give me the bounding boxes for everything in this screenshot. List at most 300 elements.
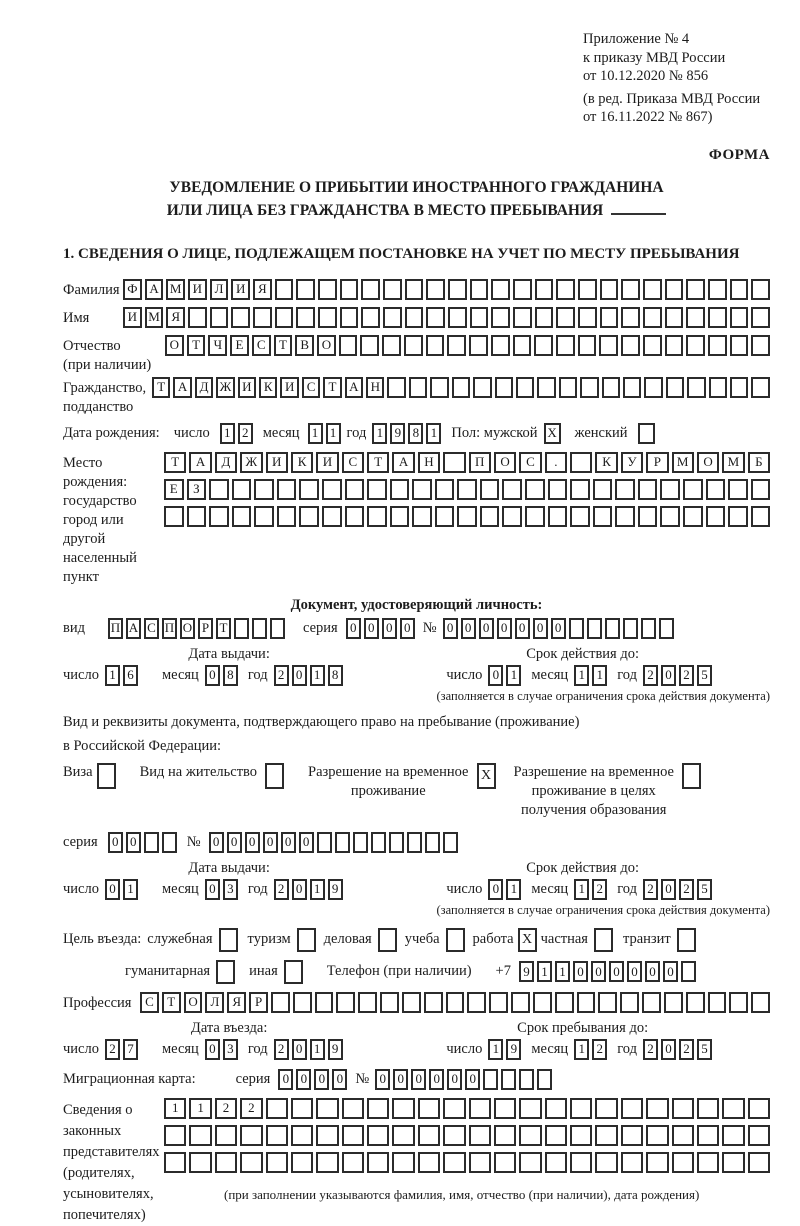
- char-cell[interactable]: 2: [643, 879, 658, 900]
- char-cell[interactable]: [491, 335, 510, 356]
- char-cell[interactable]: [340, 279, 359, 300]
- char-cell[interactable]: [615, 479, 635, 500]
- char-cell[interactable]: 1: [537, 961, 552, 982]
- char-cell[interactable]: 0: [609, 961, 624, 982]
- char-cell[interactable]: [318, 279, 337, 300]
- char-cell[interactable]: 0: [661, 1039, 676, 1060]
- char-cell[interactable]: 0: [447, 1069, 462, 1090]
- char-cell[interactable]: 3: [223, 879, 238, 900]
- char-cell[interactable]: 2: [679, 665, 694, 686]
- char-cell[interactable]: [390, 506, 410, 527]
- char-cell[interactable]: 0: [488, 879, 503, 900]
- char-cell[interactable]: [209, 506, 229, 527]
- char-cell[interactable]: [751, 479, 771, 500]
- char-cell[interactable]: [443, 1152, 465, 1173]
- char-cell[interactable]: 0: [382, 618, 397, 639]
- char-cell[interactable]: [469, 1125, 491, 1146]
- char-cell[interactable]: [252, 618, 267, 639]
- char-cell[interactable]: [189, 1152, 211, 1173]
- char-cell[interactable]: [387, 377, 405, 398]
- char-cell[interactable]: [578, 279, 597, 300]
- char-cell[interactable]: Р: [249, 992, 268, 1013]
- char-cell[interactable]: О: [180, 618, 195, 639]
- char-cell[interactable]: [480, 506, 500, 527]
- char-cell[interactable]: 0: [411, 1069, 426, 1090]
- char-cell[interactable]: [291, 1152, 313, 1173]
- char-cell[interactable]: 1: [506, 665, 521, 686]
- char-cell[interactable]: [519, 1069, 534, 1090]
- char-cell[interactable]: [443, 1125, 465, 1146]
- char-cell[interactable]: [389, 832, 404, 853]
- char-cell[interactable]: [709, 377, 727, 398]
- char-cell[interactable]: [751, 307, 770, 328]
- char-cell[interactable]: [525, 479, 545, 500]
- char-cell[interactable]: [555, 992, 574, 1013]
- char-cell[interactable]: [296, 279, 315, 300]
- char-cell[interactable]: 0: [429, 1069, 444, 1090]
- char-cell[interactable]: [686, 992, 705, 1013]
- char-cell[interactable]: Д: [195, 377, 213, 398]
- char-cell[interactable]: [643, 307, 662, 328]
- char-cell[interactable]: [317, 832, 332, 853]
- char-cell[interactable]: [638, 479, 658, 500]
- char-cell[interactable]: [730, 307, 749, 328]
- char-cell[interactable]: 1: [308, 423, 323, 444]
- char-cell[interactable]: [443, 452, 465, 473]
- char-cell[interactable]: [623, 377, 641, 398]
- char-cell[interactable]: [708, 307, 727, 328]
- char-cell[interactable]: [340, 307, 359, 328]
- char-cell[interactable]: [535, 279, 554, 300]
- char-cell[interactable]: [443, 832, 458, 853]
- char-cell[interactable]: [232, 479, 252, 500]
- char-cell[interactable]: [209, 479, 229, 500]
- char-cell[interactable]: [620, 992, 639, 1013]
- char-cell[interactable]: [535, 307, 554, 328]
- char-cell[interactable]: [383, 307, 402, 328]
- char-cell[interactable]: [275, 279, 294, 300]
- study-checkbox[interactable]: [446, 928, 465, 952]
- char-cell[interactable]: [322, 479, 342, 500]
- char-cell[interactable]: Л: [205, 992, 224, 1013]
- char-cell[interactable]: [367, 506, 387, 527]
- char-cell[interactable]: 2: [238, 423, 253, 444]
- char-cell[interactable]: [234, 618, 249, 639]
- char-cell[interactable]: К: [259, 377, 277, 398]
- char-cell[interactable]: [638, 506, 658, 527]
- char-cell[interactable]: [392, 1125, 414, 1146]
- char-cell[interactable]: [623, 618, 638, 639]
- char-cell[interactable]: [643, 335, 662, 356]
- char-cell[interactable]: С: [519, 452, 541, 473]
- char-cell[interactable]: 2: [274, 665, 289, 686]
- char-cell[interactable]: 8: [408, 423, 423, 444]
- char-cell[interactable]: [516, 377, 534, 398]
- char-cell[interactable]: 7: [123, 1039, 138, 1060]
- char-cell[interactable]: [697, 1125, 719, 1146]
- char-cell[interactable]: [491, 279, 510, 300]
- other-checkbox[interactable]: [284, 960, 303, 984]
- char-cell[interactable]: [367, 1152, 389, 1173]
- business-checkbox[interactable]: [378, 928, 397, 952]
- char-cell[interactable]: [681, 961, 696, 982]
- char-cell[interactable]: [728, 506, 748, 527]
- char-cell[interactable]: [315, 992, 334, 1013]
- char-cell[interactable]: 0: [375, 1069, 390, 1090]
- char-cell[interactable]: [335, 832, 350, 853]
- char-cell[interactable]: [697, 1152, 719, 1173]
- char-cell[interactable]: С: [302, 377, 320, 398]
- char-cell[interactable]: И: [231, 279, 250, 300]
- char-cell[interactable]: [316, 1125, 338, 1146]
- char-cell[interactable]: [443, 1098, 465, 1119]
- char-cell[interactable]: 0: [209, 832, 224, 853]
- char-cell[interactable]: 0: [205, 1039, 220, 1060]
- char-cell[interactable]: 2: [274, 1039, 289, 1060]
- char-cell[interactable]: [559, 377, 577, 398]
- char-cell[interactable]: [686, 335, 705, 356]
- char-cell[interactable]: 1: [592, 665, 607, 686]
- char-cell[interactable]: 9: [519, 961, 534, 982]
- char-cell[interactable]: [390, 479, 410, 500]
- char-cell[interactable]: [595, 1125, 617, 1146]
- char-cell[interactable]: Т: [164, 452, 186, 473]
- char-cell[interactable]: 9: [506, 1039, 521, 1060]
- char-cell[interactable]: Ф: [123, 279, 142, 300]
- char-cell[interactable]: Р: [198, 618, 213, 639]
- char-cell[interactable]: [446, 992, 465, 1013]
- char-cell[interactable]: [751, 506, 771, 527]
- char-cell[interactable]: [266, 1152, 288, 1173]
- char-cell[interactable]: [473, 377, 491, 398]
- char-cell[interactable]: [708, 279, 727, 300]
- char-cell[interactable]: [513, 279, 532, 300]
- char-cell[interactable]: 0: [661, 665, 676, 686]
- char-cell[interactable]: П: [108, 618, 123, 639]
- char-cell[interactable]: [240, 1125, 262, 1146]
- char-cell[interactable]: [426, 279, 445, 300]
- char-cell[interactable]: 0: [205, 879, 220, 900]
- char-cell[interactable]: С: [144, 618, 159, 639]
- char-cell[interactable]: [577, 992, 596, 1013]
- char-cell[interactable]: [570, 452, 592, 473]
- char-cell[interactable]: [537, 1069, 552, 1090]
- char-cell[interactable]: 2: [643, 1039, 658, 1060]
- char-cell[interactable]: 0: [126, 832, 141, 853]
- char-cell[interactable]: [580, 377, 598, 398]
- char-cell[interactable]: 0: [461, 618, 476, 639]
- char-cell[interactable]: [448, 279, 467, 300]
- char-cell[interactable]: [426, 307, 445, 328]
- char-cell[interactable]: [664, 992, 683, 1013]
- char-cell[interactable]: О: [165, 335, 184, 356]
- char-cell[interactable]: С: [252, 335, 271, 356]
- char-cell[interactable]: [435, 479, 455, 500]
- char-cell[interactable]: 0: [627, 961, 642, 982]
- char-cell[interactable]: [277, 506, 297, 527]
- char-cell[interactable]: [358, 992, 377, 1013]
- char-cell[interactable]: [404, 335, 423, 356]
- char-cell[interactable]: А: [189, 452, 211, 473]
- char-cell[interactable]: [545, 1125, 567, 1146]
- char-cell[interactable]: [519, 1152, 541, 1173]
- char-cell[interactable]: 2: [592, 879, 607, 900]
- char-cell[interactable]: [665, 307, 684, 328]
- char-cell[interactable]: [708, 992, 727, 1013]
- char-cell[interactable]: В: [295, 335, 314, 356]
- char-cell[interactable]: [706, 506, 726, 527]
- char-cell[interactable]: [600, 279, 619, 300]
- char-cell[interactable]: [345, 479, 365, 500]
- char-cell[interactable]: О: [317, 335, 336, 356]
- char-cell[interactable]: Я: [166, 307, 185, 328]
- char-cell[interactable]: [621, 1125, 643, 1146]
- char-cell[interactable]: 1: [488, 1039, 503, 1060]
- char-cell[interactable]: М: [722, 452, 744, 473]
- char-cell[interactable]: 0: [292, 879, 307, 900]
- char-cell[interactable]: [188, 307, 207, 328]
- char-cell[interactable]: [339, 335, 358, 356]
- char-cell[interactable]: Т: [216, 618, 231, 639]
- char-cell[interactable]: [502, 506, 522, 527]
- char-cell[interactable]: [291, 1125, 313, 1146]
- char-cell[interactable]: [418, 1125, 440, 1146]
- char-cell[interactable]: И: [266, 452, 288, 473]
- char-cell[interactable]: [708, 335, 727, 356]
- char-cell[interactable]: 0: [299, 832, 314, 853]
- char-cell[interactable]: [296, 307, 315, 328]
- char-cell[interactable]: 1: [105, 665, 120, 686]
- char-cell[interactable]: [646, 1125, 668, 1146]
- char-cell[interactable]: П: [469, 452, 491, 473]
- char-cell[interactable]: Т: [323, 377, 341, 398]
- char-cell[interactable]: [293, 992, 312, 1013]
- char-cell[interactable]: [570, 1125, 592, 1146]
- char-cell[interactable]: О: [494, 452, 516, 473]
- char-cell[interactable]: [595, 1152, 617, 1173]
- char-cell[interactable]: [382, 335, 401, 356]
- char-cell[interactable]: [722, 1098, 744, 1119]
- char-cell[interactable]: [215, 1152, 237, 1173]
- char-cell[interactable]: [556, 279, 575, 300]
- char-cell[interactable]: [621, 307, 640, 328]
- char-cell[interactable]: [599, 335, 618, 356]
- char-cell[interactable]: [336, 992, 355, 1013]
- char-cell[interactable]: [345, 506, 365, 527]
- char-cell[interactable]: [215, 1125, 237, 1146]
- char-cell[interactable]: [665, 279, 684, 300]
- char-cell[interactable]: [672, 1098, 694, 1119]
- sex-female-checkbox[interactable]: [638, 423, 655, 444]
- char-cell[interactable]: О: [697, 452, 719, 473]
- char-cell[interactable]: [299, 506, 319, 527]
- char-cell[interactable]: [480, 479, 500, 500]
- char-cell[interactable]: [412, 506, 432, 527]
- char-cell[interactable]: 0: [105, 879, 120, 900]
- char-cell[interactable]: [593, 506, 613, 527]
- char-cell[interactable]: 1: [506, 879, 521, 900]
- char-cell[interactable]: 2: [105, 1039, 120, 1060]
- char-cell[interactable]: [426, 335, 445, 356]
- char-cell[interactable]: [660, 506, 680, 527]
- char-cell[interactable]: И: [123, 307, 142, 328]
- char-cell[interactable]: [270, 618, 285, 639]
- char-cell[interactable]: 1: [310, 1039, 325, 1060]
- char-cell[interactable]: И: [316, 452, 338, 473]
- char-cell[interactable]: [494, 1098, 516, 1119]
- char-cell[interactable]: 1: [326, 423, 341, 444]
- char-cell[interactable]: [342, 1125, 364, 1146]
- char-cell[interactable]: [730, 377, 748, 398]
- char-cell[interactable]: 0: [515, 618, 530, 639]
- char-cell[interactable]: [275, 307, 294, 328]
- char-cell[interactable]: [405, 307, 424, 328]
- char-cell[interactable]: 0: [278, 1069, 293, 1090]
- char-cell[interactable]: [457, 506, 477, 527]
- work-checkbox[interactable]: X: [518, 928, 537, 952]
- char-cell[interactable]: [748, 1125, 770, 1146]
- char-cell[interactable]: [660, 479, 680, 500]
- char-cell[interactable]: 0: [479, 618, 494, 639]
- char-cell[interactable]: [646, 1152, 668, 1173]
- char-cell[interactable]: Е: [230, 335, 249, 356]
- char-cell[interactable]: [316, 1152, 338, 1173]
- char-cell[interactable]: 0: [573, 961, 588, 982]
- char-cell[interactable]: 0: [533, 618, 548, 639]
- char-cell[interactable]: [519, 1125, 541, 1146]
- char-cell[interactable]: 2: [643, 665, 658, 686]
- char-cell[interactable]: [371, 832, 386, 853]
- char-cell[interactable]: [683, 506, 703, 527]
- char-cell[interactable]: [367, 1125, 389, 1146]
- char-cell[interactable]: [621, 1152, 643, 1173]
- char-cell[interactable]: [457, 479, 477, 500]
- char-cell[interactable]: А: [173, 377, 191, 398]
- char-cell[interactable]: [534, 335, 553, 356]
- char-cell[interactable]: [164, 1125, 186, 1146]
- char-cell[interactable]: Т: [187, 335, 206, 356]
- char-cell[interactable]: 5: [697, 879, 712, 900]
- char-cell[interactable]: И: [188, 279, 207, 300]
- char-cell[interactable]: [483, 1069, 498, 1090]
- char-cell[interactable]: [342, 1152, 364, 1173]
- char-cell[interactable]: [489, 992, 508, 1013]
- char-cell[interactable]: [748, 1152, 770, 1173]
- visa-checkbox[interactable]: [97, 763, 116, 789]
- char-cell[interactable]: [353, 832, 368, 853]
- char-cell[interactable]: [513, 307, 532, 328]
- char-cell[interactable]: [556, 307, 575, 328]
- char-cell[interactable]: [469, 335, 488, 356]
- char-cell[interactable]: 0: [497, 618, 512, 639]
- char-cell[interactable]: [666, 377, 684, 398]
- char-cell[interactable]: А: [145, 279, 164, 300]
- char-cell[interactable]: [728, 479, 748, 500]
- char-cell[interactable]: 0: [591, 961, 606, 982]
- char-cell[interactable]: [383, 279, 402, 300]
- char-cell[interactable]: 3: [223, 1039, 238, 1060]
- char-cell[interactable]: [686, 307, 705, 328]
- char-cell[interactable]: [187, 506, 207, 527]
- char-cell[interactable]: 0: [551, 618, 566, 639]
- char-cell[interactable]: К: [291, 452, 313, 473]
- char-cell[interactable]: 2: [679, 1039, 694, 1060]
- char-cell[interactable]: [600, 307, 619, 328]
- char-cell[interactable]: 5: [697, 1039, 712, 1060]
- char-cell[interactable]: П: [162, 618, 177, 639]
- char-cell[interactable]: 9: [390, 423, 405, 444]
- char-cell[interactable]: [659, 618, 674, 639]
- char-cell[interactable]: [253, 307, 272, 328]
- char-cell[interactable]: 1: [555, 961, 570, 982]
- char-cell[interactable]: 2: [274, 879, 289, 900]
- char-cell[interactable]: [361, 279, 380, 300]
- char-cell[interactable]: 0: [205, 665, 220, 686]
- char-cell[interactable]: [164, 506, 184, 527]
- char-cell[interactable]: [548, 506, 568, 527]
- char-cell[interactable]: И: [238, 377, 256, 398]
- char-cell[interactable]: А: [392, 452, 414, 473]
- char-cell[interactable]: [164, 1152, 186, 1173]
- char-cell[interactable]: 1: [574, 665, 589, 686]
- char-cell[interactable]: С: [342, 452, 364, 473]
- char-cell[interactable]: 0: [393, 1069, 408, 1090]
- char-cell[interactable]: [291, 1098, 313, 1119]
- char-cell[interactable]: [730, 279, 749, 300]
- char-cell[interactable]: 1: [310, 879, 325, 900]
- char-cell[interactable]: [545, 1098, 567, 1119]
- char-cell[interactable]: [570, 479, 590, 500]
- char-cell[interactable]: [587, 618, 602, 639]
- char-cell[interactable]: [686, 279, 705, 300]
- char-cell[interactable]: У: [621, 452, 643, 473]
- char-cell[interactable]: О: [184, 992, 203, 1013]
- char-cell[interactable]: Ч: [208, 335, 227, 356]
- char-cell[interactable]: [266, 1098, 288, 1119]
- char-cell[interactable]: [621, 1098, 643, 1119]
- char-cell[interactable]: [254, 479, 274, 500]
- char-cell[interactable]: 1: [574, 879, 589, 900]
- transit-checkbox[interactable]: [677, 928, 696, 952]
- char-cell[interactable]: 2: [215, 1098, 237, 1119]
- char-cell[interactable]: [605, 618, 620, 639]
- char-cell[interactable]: 0: [108, 832, 123, 853]
- char-cell[interactable]: Т: [274, 335, 293, 356]
- char-cell[interactable]: [469, 1152, 491, 1173]
- char-cell[interactable]: [570, 506, 590, 527]
- char-cell[interactable]: [266, 1125, 288, 1146]
- char-cell[interactable]: М: [672, 452, 694, 473]
- char-cell[interactable]: Н: [418, 452, 440, 473]
- char-cell[interactable]: Я: [227, 992, 246, 1013]
- char-cell[interactable]: [409, 377, 427, 398]
- char-cell[interactable]: [519, 1098, 541, 1119]
- char-cell[interactable]: И: [280, 377, 298, 398]
- char-cell[interactable]: 8: [328, 665, 343, 686]
- char-cell[interactable]: [672, 1125, 694, 1146]
- char-cell[interactable]: [501, 1069, 516, 1090]
- char-cell[interactable]: [751, 377, 769, 398]
- char-cell[interactable]: [751, 279, 770, 300]
- char-cell[interactable]: 0: [263, 832, 278, 853]
- official-checkbox[interactable]: [219, 928, 238, 952]
- char-cell[interactable]: 9: [328, 1039, 343, 1060]
- char-cell[interactable]: [360, 335, 379, 356]
- char-cell[interactable]: [189, 1125, 211, 1146]
- char-cell[interactable]: 0: [346, 618, 361, 639]
- sex-male-checkbox[interactable]: X: [544, 423, 561, 444]
- char-cell[interactable]: Ж: [216, 377, 234, 398]
